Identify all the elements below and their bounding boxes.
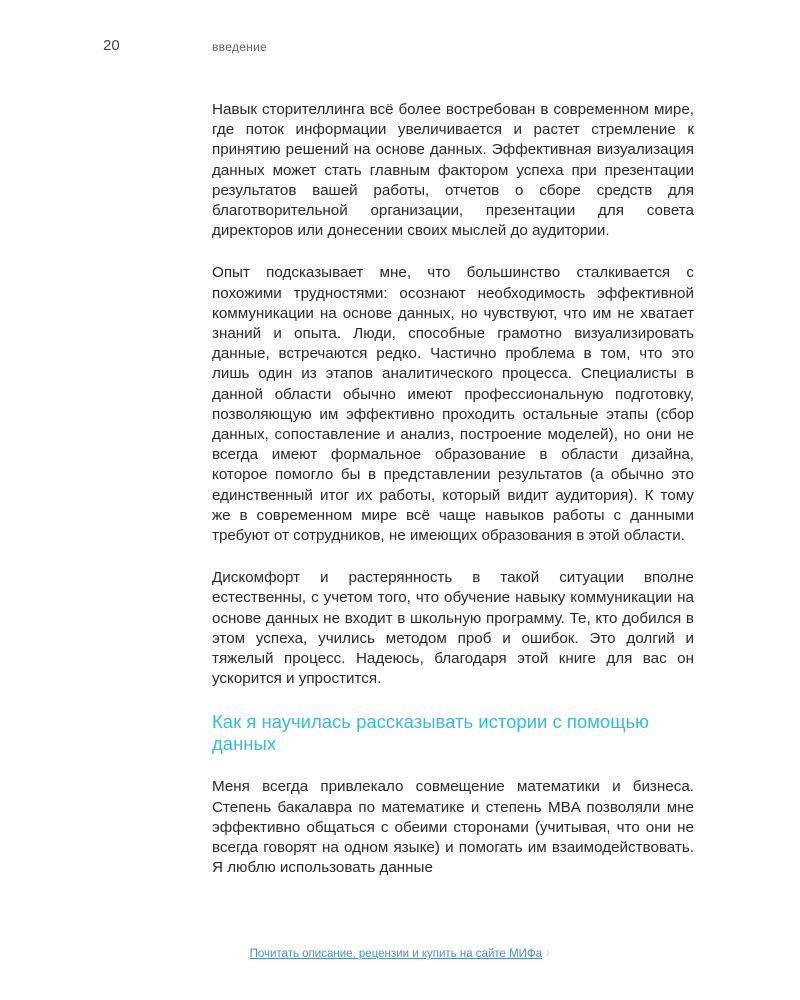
- running-head: введение: [212, 40, 268, 54]
- buy-book-link[interactable]: Почитать описание, рецензии и купить на сайте МИФа: [249, 948, 543, 961]
- footer: [0, 944, 800, 962]
- body-text: [212, 100, 694, 901]
- page-number: 20: [103, 37, 120, 54]
- section-heading: Как я научилась рассказывать истории с помощью данных: [212, 711, 649, 755]
- paragraph-2: Опыт подсказывает мне, что большинство сталкивается с похожими трудностями: осознают необходимость эффективной коммуникации на основе данных, но чувствуют, что им не хватает знаний и опыта. Люди, способные грамотно визуализировать данные, встречаются редко. Частично проблема в том, что это лишь один из этапов аналитического процесса. Специалисты в данной области обычно имеют профессиональную подготовку, позволяющую им эффективно проходить остальные этапы (сбор данных, сопоставление и анализ, построение моделей), но они не всегда имеют формальное образование в области дизайна, которое помогло бы в представлении результатов (а обычно это единственный итог их работы, который видит аудитория). К тому же в современном мире всё чаще навыков работы с данными требуют от сотрудников, не имеющих образования в этой области.: [212, 264, 694, 545]
- chevron-right-icon: ›: [545, 944, 551, 961]
- paragraph-4: Меня всегда привлекало совмещение математики и бизнеса. Степень бакалавра по математике и степень MBA позволяли мне эффективно общаться с обеими сторонами (учитывая, что они не всегда говорят на одном языке) и помогать им взаимодействовать. Я люблю использовать данные: [212, 778, 694, 877]
- paragraph-1: Навык сторителлинга всё более востребован в современном мире, где поток информации увеличивается и растет стремление к принятию решений на основе данных. Эффективная визуализация данных может стать главным фактором успеха при презентации результатов вашей работы, отчетов о сборе средств для благотворительной организации, презентации для совета директоров или донесении своих мыслей до аудитории.: [212, 101, 694, 240]
- paragraph-3: Дискомфорт и растерянность в такой ситуации вполне естественны, с учетом того, что обучение навыку коммуникации на основе данных не входит в школьную программу. Те, кто добился в этом успеха, учились методом проб и ошибок. Это долгий и тяжелый процесс. Надеюсь, благодаря этой книге для вас он ускорится и упростится.: [212, 569, 694, 688]
